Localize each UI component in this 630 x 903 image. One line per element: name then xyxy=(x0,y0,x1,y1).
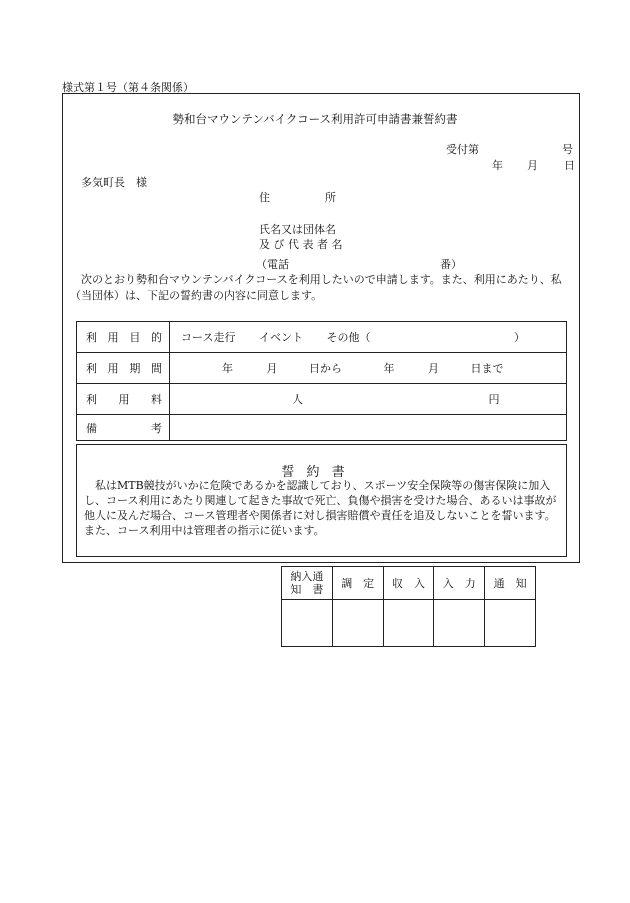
date-month: 月 xyxy=(527,159,538,172)
period-month-2: 月 xyxy=(428,362,439,375)
purpose-option-other[interactable]: その他（ xyxy=(326,331,371,344)
office-col-income: 収 入 xyxy=(383,567,434,600)
addressee: 多気町長 様 xyxy=(81,176,147,189)
office-stamp-cell[interactable] xyxy=(383,600,434,647)
period-row xyxy=(77,353,567,384)
address-label: 住 所 xyxy=(259,191,336,204)
remarks-row xyxy=(77,415,567,441)
purpose-row xyxy=(77,322,567,353)
remarks-label: 備考 xyxy=(77,415,170,441)
purpose-close-paren: ） xyxy=(513,331,525,344)
office-col-notify: 通 知 xyxy=(485,567,536,600)
office-col-assessment: 調 定 xyxy=(332,567,383,600)
office-col-input: 入 力 xyxy=(434,567,485,600)
application-table xyxy=(76,321,567,441)
fee-yen-unit: 円 xyxy=(488,393,500,406)
office-col-notice xyxy=(282,567,333,600)
date-day: 日 xyxy=(564,159,575,172)
period-year-2: 年 xyxy=(383,362,395,375)
period-month-1: 月 xyxy=(266,362,278,375)
office-col-notice-line2: 知 書 xyxy=(290,583,324,596)
phone-close: 番） xyxy=(440,258,462,271)
name-label-2: 及 び 代 表 者 名 xyxy=(259,238,343,251)
period-to: 日まで xyxy=(470,362,504,375)
office-stamp-cell[interactable] xyxy=(282,600,333,647)
fee-row xyxy=(77,384,567,415)
name-label-1: 氏名又は団体名 xyxy=(259,223,336,236)
office-use-table xyxy=(281,566,536,647)
period-year-1: 年 xyxy=(222,362,233,375)
period-from: 日から xyxy=(309,362,342,375)
document-title: 勢和台マウンテンバイクコース利用許可申請書兼誓約書 xyxy=(172,112,458,126)
purpose-label: 利用目的 xyxy=(77,322,170,353)
purpose-value[interactable] xyxy=(170,322,567,353)
purpose-option-event[interactable]: イベント xyxy=(258,331,303,344)
oath-text: 私はMTB競技がいかに危険であるかを認識しており、スポーツ安全保険等の傷害保険に加入し、コース利用にあたり関連して起きた事故で死亡、負傷や損害を受けた場合、あるいは事故が他人に及んだ場合、コース管理者や関係者に対し損害賠償や責任を追及しないことを誓います。また、コース利用中は管理者の指示に従います。 xyxy=(84,479,557,537)
office-stamp-cell[interactable] xyxy=(434,600,485,647)
form-number: 様式第１号（第４条関係） xyxy=(62,81,194,94)
phone-open: （電話 xyxy=(256,258,289,271)
period-label: 利用期間 xyxy=(77,353,170,384)
fee-people-unit: 人 xyxy=(292,393,303,406)
office-header-row xyxy=(282,567,536,600)
office-col-notice-line1: 納入通 xyxy=(290,570,324,583)
remarks-value[interactable] xyxy=(170,415,567,441)
date-year: 年 xyxy=(492,159,503,172)
fee-value[interactable] xyxy=(170,384,567,415)
fee-label: 利用料 xyxy=(77,384,170,415)
office-stamp-cell[interactable] xyxy=(485,600,536,647)
period-value[interactable] xyxy=(170,353,567,384)
receipt-suffix: 号 xyxy=(562,143,573,156)
office-stamp-cell[interactable] xyxy=(332,600,383,647)
receipt-prefix: 受付第 xyxy=(446,143,479,156)
oath-title: 誓 約 書 xyxy=(281,465,349,480)
office-stamp-row xyxy=(282,600,536,647)
intro-text: 次のとおり勢和台マウンテンバイクコースを利用したいので申請します。また、利用にあたり、私（当団体）は、下記の誓約書の内容に同意します。 xyxy=(70,273,562,302)
purpose-option-course[interactable]: コース走行 xyxy=(181,331,236,344)
